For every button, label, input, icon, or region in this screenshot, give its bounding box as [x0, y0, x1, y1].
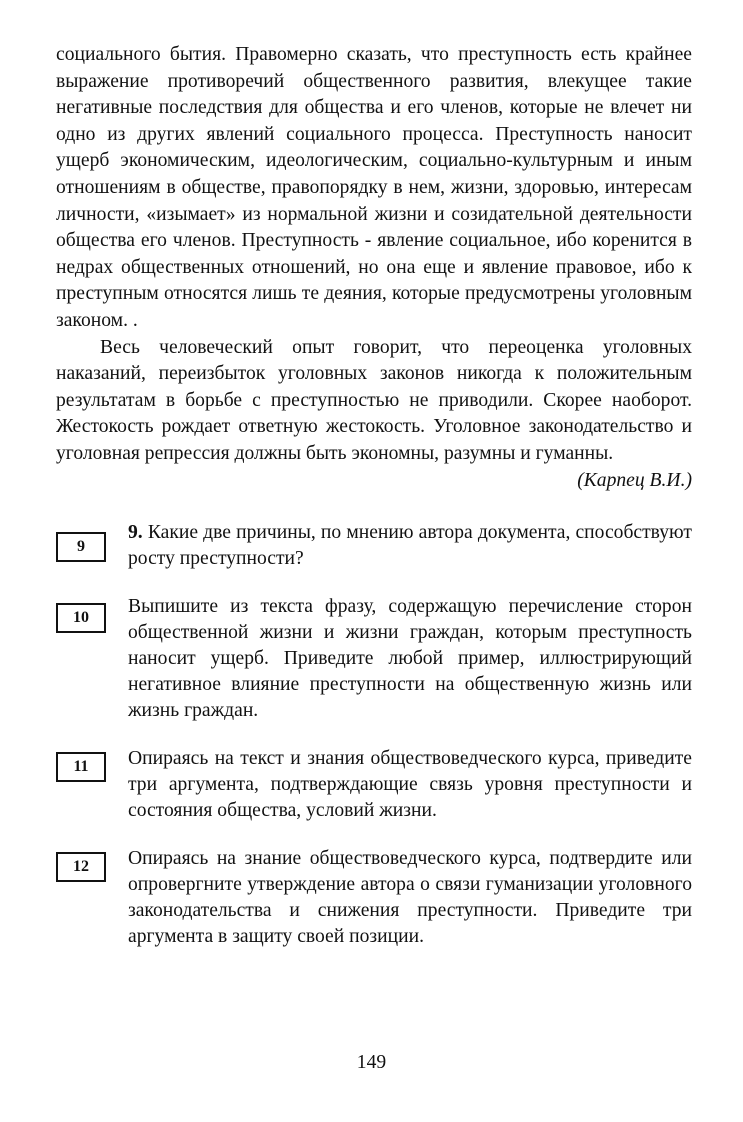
task-text — [128, 746, 692, 824]
task-text — [128, 594, 692, 724]
task-text — [128, 520, 692, 572]
task-question: Какие две причины, по мнению автора документа, способствуют росту преступности? — [128, 522, 692, 570]
page-body — [56, 42, 692, 950]
paragraph-1: социального бытия. Правомерно сказать, что преступность есть крайнее выражение противоречий общественного развития, влекущее такие негативные последствия для общества и его членов, которые не влечет ни одно из других явлений социального процесса. Преступность наносит ущерб экономическим, идеологическим, социально-культурным и иным отношениям в обществе, правопорядку в нем, жизни, здоровью, интересам личности, «изымает» из нормальной жизни и созидательной деятельности общества его членов. Преступность - явление социальное, ибо коренится в недрах общественных отношений, но она еще и явление правовое, ибо к преступным относятся лишь те деяния, которые предусмотрены уголовным законом. . — [56, 44, 692, 331]
task-number-box: 10 — [56, 603, 106, 633]
page-number: 149 — [356, 1052, 387, 1073]
task-9 — [56, 520, 692, 572]
paragraph-2: Весь человеческий опыт говорит, что переоценка уголовных наказаний, переизбыток уголовных законов никогда к положительным результатам в борьбе с преступностью не приводили. Скорее наоборот. Жестокость рождает ответную жестокость. Уголовное законодательство и уголовная репрессия должны быть экономны, разумны и гуманны. — [56, 336, 692, 464]
task-text — [128, 846, 692, 950]
author-signature: (Карпец В.И.) — [577, 469, 692, 491]
task-number-box: 12 — [56, 852, 106, 882]
task-12 — [56, 846, 692, 950]
task-question: Выпишите из текста фразу, содержащую перечисление сторон общественной жизни и жизни граждан, которым преступность наносит ущерб. Приведите любой пример, иллюстрирующий негативное влияние преступности на общественную жизнь или жизнь граждан. — [128, 596, 692, 722]
task-11 — [56, 746, 692, 824]
task-number-box: 9 — [56, 532, 106, 562]
task-10 — [56, 594, 692, 724]
task-number-box: 11 — [56, 752, 106, 782]
task-number-inline: 9. — [128, 522, 143, 544]
task-question: Опираясь на знание обществоведческого курса, подтвердите или опровергните утверждение автора о связи гуманизации уголовного законодательства и снижения преступности. Приведите три аргумента в защиту своей позиции. — [128, 848, 692, 948]
task-question: Опираясь на текст и знания обществоведческого курса, приведите три аргумента, подтверждающие связь уровня преступности и состояния общества, условий жизни. — [128, 748, 692, 822]
